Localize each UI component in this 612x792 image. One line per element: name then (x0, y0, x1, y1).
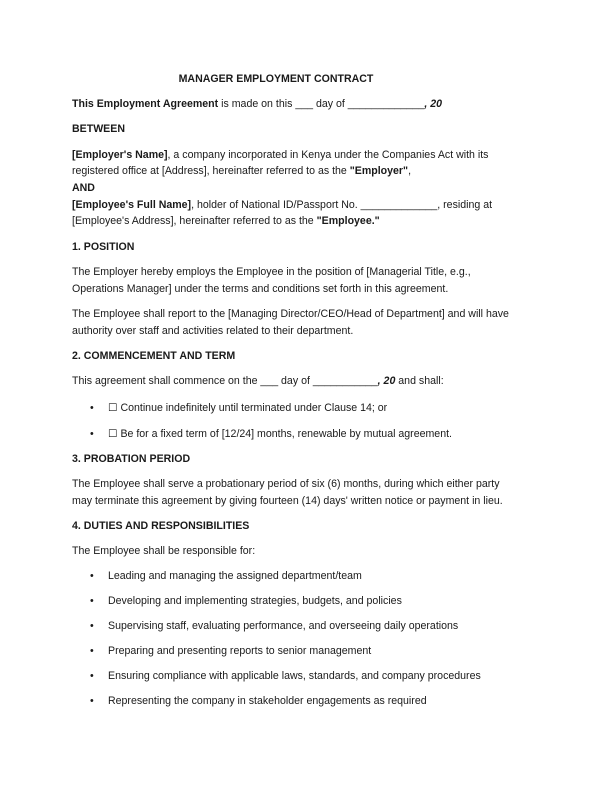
bullet-icon: • (90, 645, 94, 657)
section-1-heading: 1. POSITION (72, 241, 135, 253)
bullet-icon: • (90, 695, 94, 707)
section-3-heading: 3. PROBATION PERIOD (72, 453, 191, 465)
section-3-line-2: may terminate this agreement by giving fourteen (14) days' written notice or payment in lieu. (72, 495, 503, 507)
employer-term: "Employer" (349, 165, 409, 177)
employer-name: [Employer's Name] (72, 149, 168, 161)
section-3-line-1: The Employee shall serve a probationary period of six (6) months, during which either party (72, 478, 500, 490)
employer-line-1-rest: , a company incorporated in Kenya under the Companies Act with its (167, 149, 489, 161)
section-1-p1-line-2: Operations Manager] under the terms and conditions set forth in this agreement. (72, 283, 449, 295)
employee-term: "Employee." (316, 215, 380, 227)
bullet-icon: • (90, 670, 94, 682)
intro-lead: This Employment Agreement (72, 98, 219, 110)
section-2-end: and shall: (395, 375, 444, 387)
employer-line-2-end: , (408, 165, 412, 177)
section-2-paragraph (72, 374, 444, 388)
section-1-p1-line-1: The Employer hereby employs the Employee in the position of [Managerial Title, e.g., (72, 266, 471, 278)
term-option-indefinite: ☐ Continue indefinitely until terminated under Clause 14; or (108, 402, 388, 414)
section-2-heading: 2. COMMENCEMENT AND TERM (72, 350, 236, 362)
employee-line-2-text: [Employee's Address], hereinafter referred to as the (72, 215, 317, 227)
employee-name: [Employee's Full Name] (72, 199, 192, 211)
term-option-fixed: ☐ Be for a fixed term of [12/24] months, renewable by mutual agreement. (108, 428, 452, 440)
bullet-icon: • (90, 620, 94, 632)
employer-line-1 (72, 148, 488, 162)
bullet-icon: • (90, 402, 94, 414)
duty-item: Leading and managing the assigned department/team (108, 570, 362, 582)
duty-item: Ensuring compliance with applicable laws, standards, and company procedures (108, 670, 481, 682)
intro-year: , 20 (424, 98, 443, 110)
employee-line-1 (72, 198, 492, 212)
contract-title: MANAGER EMPLOYMENT CONTRACT (178, 73, 374, 85)
duty-item: Representing the company in stakeholder engagements as required (108, 695, 427, 707)
section-4-intro: The Employee shall be responsible for: (72, 545, 256, 557)
bullet-icon: • (90, 570, 94, 582)
employee-line-2 (72, 214, 380, 228)
section-1-p2-line-2: authority over staff and activities related to their department. (72, 325, 354, 337)
intro-line (72, 97, 442, 111)
duty-item: Supervising staff, evaluating performance, and overseeing daily operations (108, 620, 459, 632)
between-heading: BETWEEN (72, 123, 125, 135)
duty-item: Preparing and presenting reports to senior management (108, 645, 372, 657)
section-1-p2-line-1: The Employee shall report to the [Managing Director/CEO/Head of Department] and will have (72, 308, 509, 320)
section-2-text: This agreement shall commence on the ___ day of ___________ (72, 375, 378, 387)
section-4-heading: 4. DUTIES AND RESPONSIBILITIES (72, 520, 250, 532)
and-heading: AND (72, 182, 95, 194)
employer-line-2-text: registered office at [Address], hereinafter referred to as the (72, 165, 350, 177)
duty-item: Developing and implementing strategies, budgets, and policies (108, 595, 402, 607)
employer-line-2 (72, 164, 411, 178)
bullet-icon: • (90, 428, 94, 440)
bullet-icon: • (90, 595, 94, 607)
section-2-year: , 20 (377, 375, 396, 387)
employee-line-1-rest: , holder of National ID/Passport No. _____________, residing at (191, 199, 493, 211)
intro-text: is made on this ___ day of _____________ (218, 98, 425, 110)
